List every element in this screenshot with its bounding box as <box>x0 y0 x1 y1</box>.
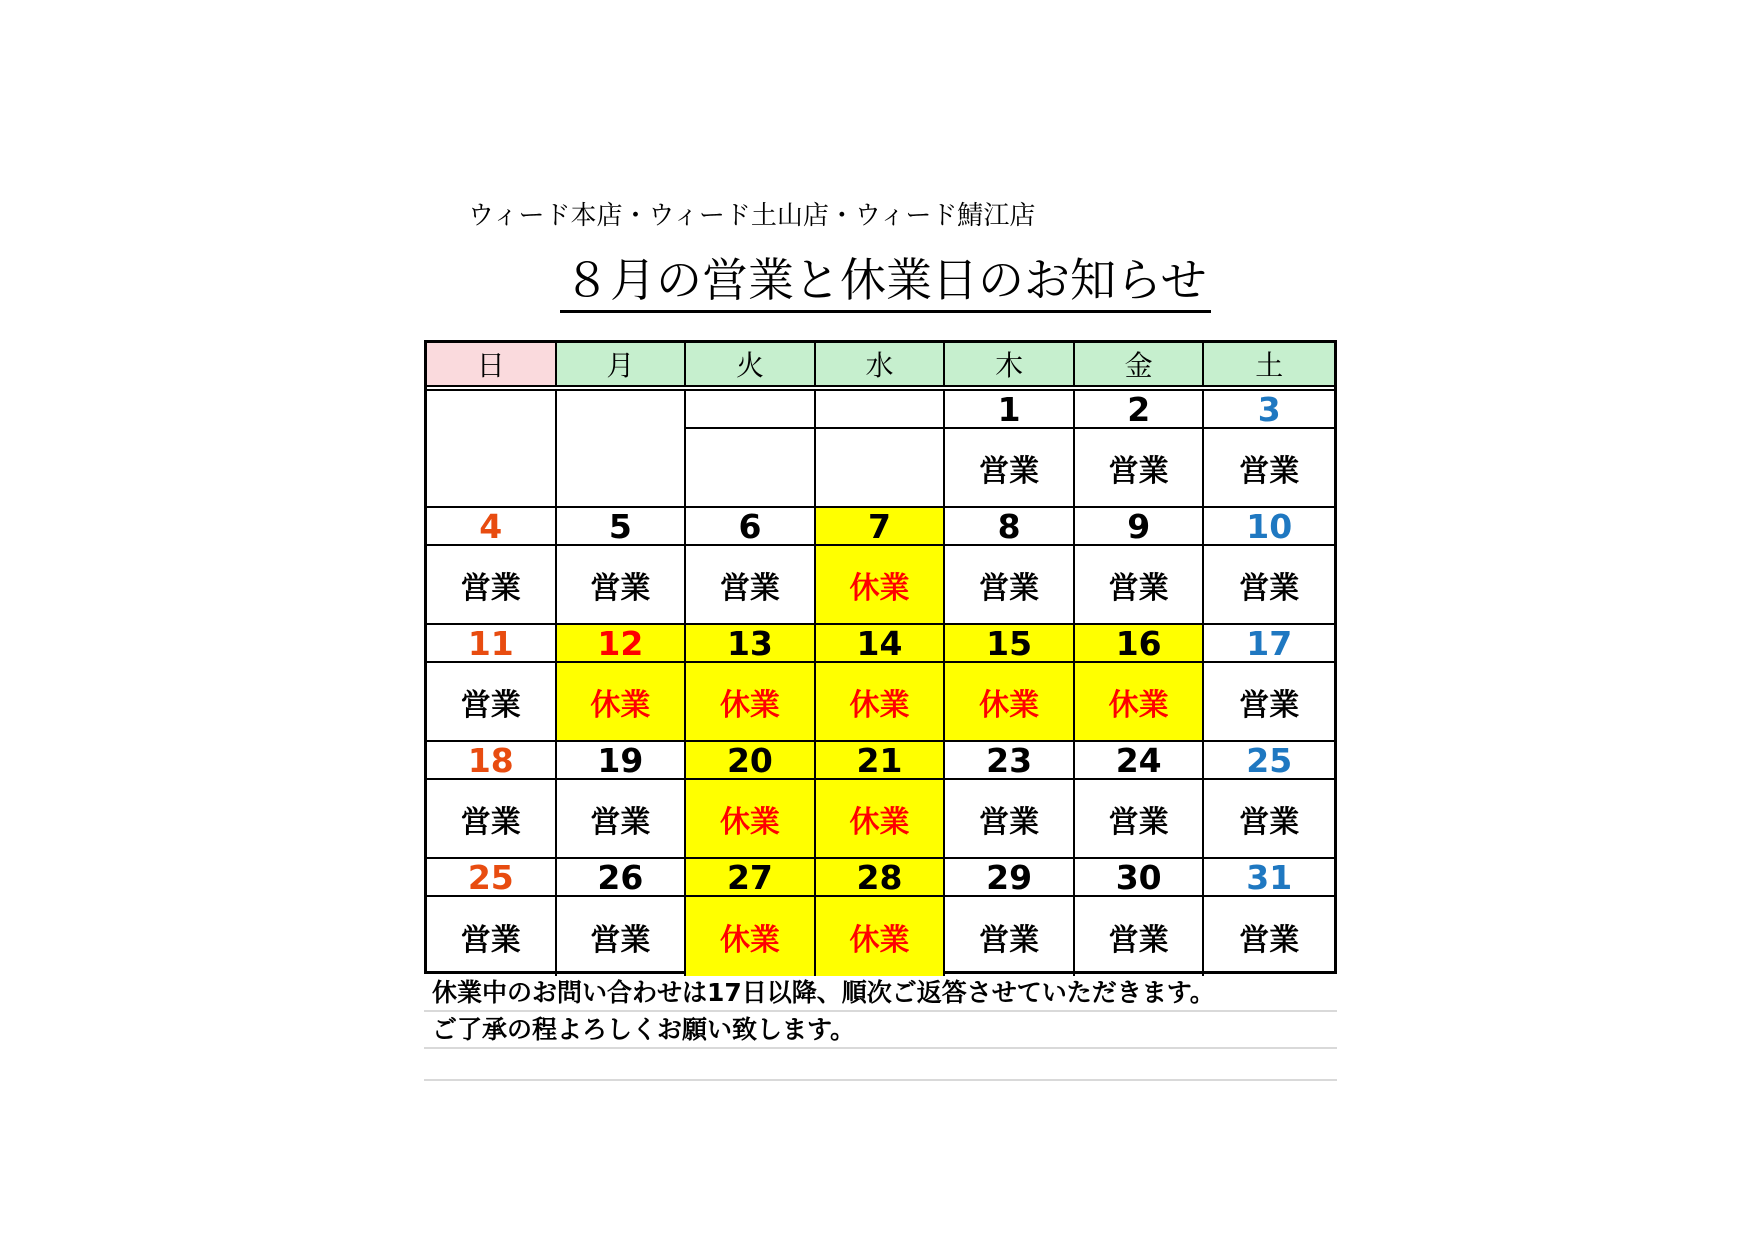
open-status: 営業 <box>1239 687 1300 723</box>
open-status: 営業 <box>1108 804 1169 840</box>
day-number: 25 <box>427 859 555 897</box>
open-status: 営業 <box>719 570 780 606</box>
open-status: 営業 <box>1108 922 1169 958</box>
open-status <box>427 429 555 506</box>
day-cell <box>1204 391 1334 506</box>
closed-status: 休業 <box>590 687 651 723</box>
day-cell <box>427 625 557 740</box>
open-status: 営業 <box>590 922 651 958</box>
closed-status: 休業 <box>719 922 780 958</box>
open-status: 営業 <box>1239 804 1300 840</box>
calendar-week-row <box>427 625 1334 742</box>
day-cell <box>816 391 946 506</box>
day-number: 9 <box>1075 508 1203 546</box>
day-number <box>686 391 814 429</box>
day-number: 21 <box>816 742 944 780</box>
weekday-header-sat: 土 <box>1204 343 1334 385</box>
closed-status: 休業 <box>979 687 1040 723</box>
day-number: 6 <box>686 508 814 546</box>
day-number: 20 <box>686 742 814 780</box>
open-status: 営業 <box>1108 570 1169 606</box>
calendar-weeks <box>427 391 1334 976</box>
day-number: 7 <box>816 508 944 546</box>
open-status <box>686 429 814 506</box>
weekday-header-sun: 日 <box>427 343 557 385</box>
weekday-header-fri: 金 <box>1075 343 1205 385</box>
open-status: 営業 <box>1239 922 1300 958</box>
open-status: 営業 <box>979 804 1040 840</box>
notice-blank-line <box>424 1049 1337 1081</box>
day-number: 19 <box>557 742 685 780</box>
open-status: 営業 <box>979 922 1040 958</box>
day-number: 13 <box>686 625 814 663</box>
open-status: 営業 <box>590 570 651 606</box>
day-number: 15 <box>945 625 1073 663</box>
day-number: 17 <box>1204 625 1334 663</box>
open-status: 営業 <box>460 687 521 723</box>
page-title <box>560 250 1207 310</box>
day-number: 14 <box>816 625 944 663</box>
day-cell <box>1075 742 1205 857</box>
day-number: 1 <box>945 391 1073 429</box>
day-cell <box>427 391 557 506</box>
notice-line-1: 休業中のお問い合わせは17日以降、順次ご返答させていただきます。 <box>424 975 1337 1012</box>
closed-status: 休業 <box>719 687 780 723</box>
day-number: 30 <box>1075 859 1203 897</box>
day-number: 28 <box>816 859 944 897</box>
calendar-week-row <box>427 391 1334 508</box>
closed-status: 休業 <box>849 804 910 840</box>
open-status: 営業 <box>1239 453 1300 489</box>
day-cell <box>816 508 946 623</box>
day-cell <box>945 625 1075 740</box>
calendar-week-row <box>427 742 1334 859</box>
day-cell <box>1204 742 1334 857</box>
closed-status: 休業 <box>849 570 910 606</box>
day-number: 8 <box>945 508 1073 546</box>
calendar-table <box>424 340 1337 974</box>
open-status <box>557 429 685 506</box>
day-cell <box>1075 508 1205 623</box>
open-status: 営業 <box>1239 570 1300 606</box>
day-cell <box>1204 859 1334 976</box>
closed-status: 休業 <box>719 804 780 840</box>
day-number: 16 <box>1075 625 1203 663</box>
store-names: ウィード本店・ウィード土山店・ウィード鯖江店 <box>468 201 1036 231</box>
open-status: 営業 <box>1108 453 1169 489</box>
day-number: 11 <box>427 625 555 663</box>
day-number: 10 <box>1204 508 1334 546</box>
day-cell <box>816 742 946 857</box>
open-status: 営業 <box>590 804 651 840</box>
day-cell <box>427 508 557 623</box>
day-cell <box>1204 508 1334 623</box>
day-cell <box>945 391 1075 506</box>
day-cell <box>557 859 687 976</box>
day-number: 25 <box>1204 742 1334 780</box>
day-cell <box>557 625 687 740</box>
notice-line-2: ご了承の程よろしくお願い致します。 <box>424 1012 1337 1049</box>
day-cell <box>816 625 946 740</box>
day-cell <box>686 859 816 976</box>
day-cell <box>1075 859 1205 976</box>
day-cell <box>686 508 816 623</box>
day-cell <box>945 859 1075 976</box>
day-number: 18 <box>427 742 555 780</box>
weekday-header-thu: 木 <box>945 343 1075 385</box>
day-cell <box>1075 625 1205 740</box>
closed-status: 休業 <box>849 687 910 723</box>
open-status: 営業 <box>460 922 521 958</box>
calendar-week-row <box>427 508 1334 625</box>
day-number: 12 <box>557 625 685 663</box>
day-cell <box>945 742 1075 857</box>
weekday-header-wed: 水 <box>816 343 946 385</box>
day-cell <box>686 625 816 740</box>
day-cell <box>1204 625 1334 740</box>
day-cell <box>686 391 816 506</box>
day-cell <box>816 859 946 976</box>
day-number: 3 <box>1204 391 1334 429</box>
day-number: 26 <box>557 859 685 897</box>
day-number <box>557 391 685 429</box>
weekday-header-row <box>427 343 1334 385</box>
open-status: 営業 <box>460 804 521 840</box>
day-number: 29 <box>945 859 1073 897</box>
day-cell <box>427 859 557 976</box>
page-title-text: ８月の営業と休業日のお知らせ <box>560 253 1211 313</box>
day-number: 4 <box>427 508 555 546</box>
open-status: 営業 <box>979 570 1040 606</box>
day-cell <box>686 742 816 857</box>
day-cell <box>557 742 687 857</box>
calendar-week-row <box>427 859 1334 976</box>
day-number: 2 <box>1075 391 1203 429</box>
day-cell <box>945 508 1075 623</box>
day-cell <box>427 742 557 857</box>
open-status: 営業 <box>979 453 1040 489</box>
day-cell <box>557 508 687 623</box>
day-number: 31 <box>1204 859 1334 897</box>
day-number: 23 <box>945 742 1073 780</box>
open-status: 営業 <box>460 570 521 606</box>
day-number <box>427 391 555 429</box>
day-cell <box>1075 391 1205 506</box>
closed-status: 休業 <box>1108 687 1169 723</box>
weekday-header-tue: 火 <box>686 343 816 385</box>
notice-lines <box>424 975 1337 1081</box>
open-status <box>816 429 944 506</box>
day-number: 27 <box>686 859 814 897</box>
closed-status: 休業 <box>849 922 910 958</box>
weekday-header-mon: 月 <box>557 343 687 385</box>
day-number: 24 <box>1075 742 1203 780</box>
day-number <box>816 391 944 429</box>
day-number: 5 <box>557 508 685 546</box>
day-cell <box>557 391 687 506</box>
